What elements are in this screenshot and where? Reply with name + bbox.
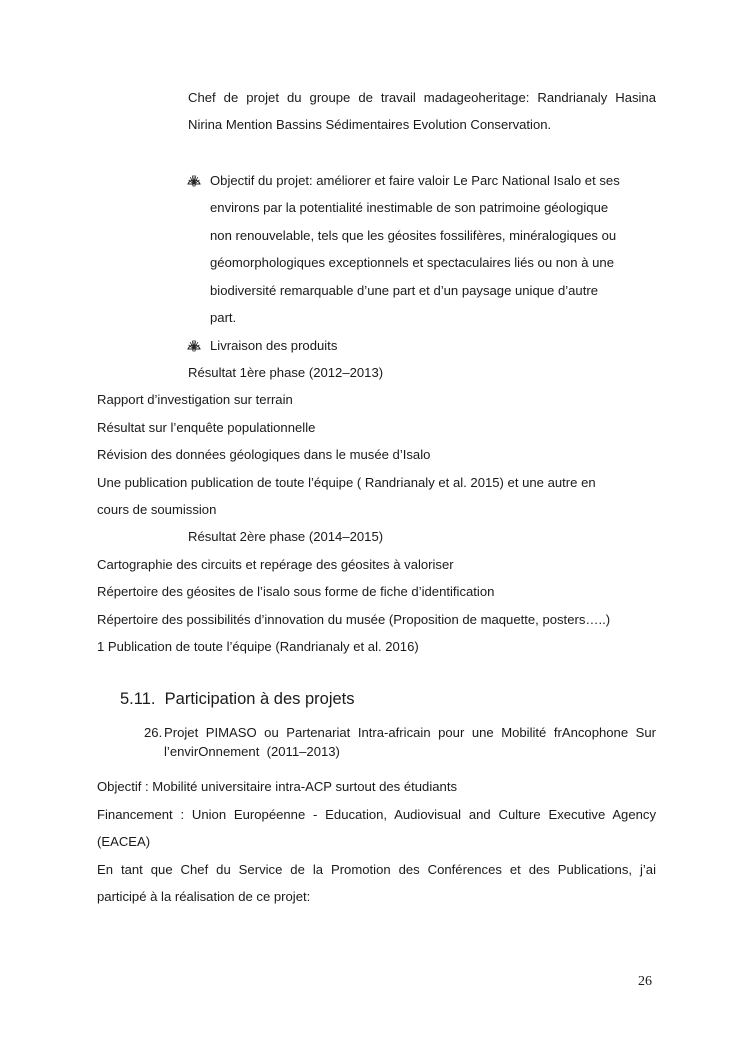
chef-projet-line-1: Chef de projet du groupe de travail madageoheritage: Randrianaly Hasina <box>188 90 656 105</box>
phase1-title: Résultat 1ère phase (2012–2013) <box>188 365 384 380</box>
financement-line-2: (EACEA) <box>97 834 151 849</box>
objectif-detail: Objectif : Mobilité universitaire intra-ACP surtout des étudiants <box>97 779 458 794</box>
shell-bullet-icon <box>186 336 202 352</box>
projet-title-line-2: l’envirOnnement (2011–2013) <box>164 744 340 759</box>
phase1-item: Résultat sur l’enquête populationnelle <box>97 420 316 435</box>
shell-bullet-icon <box>186 171 202 187</box>
projet-title-line-1: Projet PIMASO ou Partenariat Intra-africain pour une Mobilité frAncophone Sur <box>164 725 656 740</box>
role-line-1: En tant que Chef du Service de la Promotion des Conférences et des Publications, j’ai <box>97 862 656 877</box>
phase2-item: 1 Publication de toute l’équipe (Randrianaly et al. 2016) <box>97 639 419 654</box>
objectif-line-6: part. <box>210 310 237 325</box>
objectif-line-3: non renouvelable, tels que les géosites fossilifères, minéralogiques ou <box>210 228 617 243</box>
phase1-item: cours de soumission <box>97 502 217 517</box>
phase1-item: Révision des données géologiques dans le musée d’Isalo <box>97 447 431 462</box>
objectif-line-1: Objectif du projet: améliorer et faire valoir Le Parc National Isalo et ses <box>210 173 620 188</box>
projet-number: 26. <box>144 725 163 740</box>
phase2-item: Cartographie des circuits et repérage des géosites à valoriser <box>97 557 454 572</box>
objectif-line-4: géomorphologiques exceptionnels et spectaculaires liés ou non à une <box>210 255 614 270</box>
chef-projet-line-2: Nirina Mention Bassins Sédimentaires Evolution Conservation. <box>188 117 552 132</box>
section-number: 5.11. <box>120 690 156 708</box>
section-heading <box>120 689 355 709</box>
page-number: 26 <box>638 974 652 989</box>
livraison-label: Livraison des produits <box>210 338 338 353</box>
objectif-line-2: environs par la potentialité inestimable de son patrimoine géologique <box>210 200 609 215</box>
phase2-title: Résultat 2ère phase (2014–2015) <box>188 529 384 544</box>
section-title: Participation à des projets <box>164 690 355 708</box>
phase1-item: Rapport d’investigation sur terrain <box>97 392 293 407</box>
phase2-item: Répertoire des géosites de l’isalo sous forme de fiche d’identification <box>97 584 495 599</box>
objectif-line-5: biodiversité remarquable d’une part et d’un paysage unique d’autre <box>210 283 598 298</box>
role-line-2: participé à la réalisation de ce projet: <box>97 889 311 904</box>
phase1-item: Une publication publication de toute l’équipe ( Randrianaly et al. 2015) et une autre en <box>97 475 596 490</box>
financement-line-1: Financement : Union Européenne - Education, Audiovisual and Culture Executive Agency <box>97 807 656 822</box>
phase2-item: Répertoire des possibilités d’innovation du musée (Proposition de maquette, posters…..) <box>97 612 611 627</box>
